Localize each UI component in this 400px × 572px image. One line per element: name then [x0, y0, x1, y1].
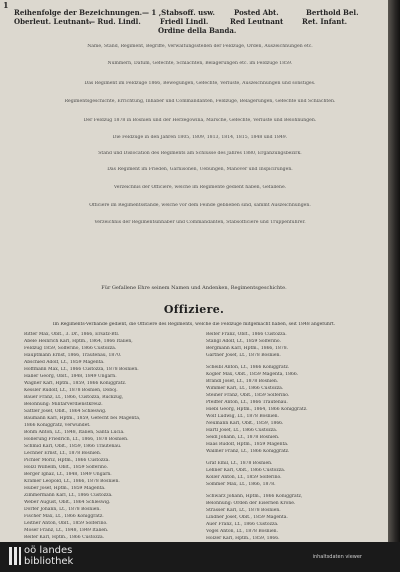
officer-entry: Gärtner Josef, Lt., 1878 Bosnien.: [206, 352, 281, 358]
logo-text-line2: bibliothek: [24, 556, 74, 567]
officer-entry: Baumann Karl, Hptm., 1859, Gefecht bei Magenta,: [24, 415, 141, 421]
officer-entry: Stangl Adolf, Lt., 1859 Solferino.: [206, 338, 281, 344]
officer-entry: Wallner Franz, Lt., 1866 Königgrätz.: [206, 448, 290, 454]
officer-entry: Lindner Josef, Oblt., 1859 Magenta.: [206, 514, 288, 520]
officer-entry: Belohnung: Militärverdienstkreuz.: [24, 401, 103, 407]
officer-entry: Wagner Karl, Hptm., 1859, 1866 Königgrätz.: [24, 380, 127, 386]
page-number: 1: [3, 0, 9, 10]
officer-entry: Hauptmann Ernst, 1866, Trautenau, 1870.: [24, 352, 122, 358]
intro-line: Die Feldzüge in den Jahren 1805, 1809, 1813, 1814, 1815, 1848 und 1849.: [112, 135, 288, 140]
intro-line: Das Regiment im Frieden, Garnisonen, Uebungen, Manöver und Inspicirungen.: [107, 167, 293, 172]
intro-line: Name, Stand, Regiment, Begriffe, Verwaltungsstellen der Feldzüge, Orden, Auszeichnungen etc.: [87, 44, 313, 49]
officer-entry: Kramer Leopold, Lt., 1866, 1878 Bosnien.: [24, 478, 120, 484]
officer-entry: Strasser Karl, Lt., 1878 Bosnien.: [206, 507, 281, 513]
page-header: [14, 8, 384, 17]
link-line[interactable]: Für Gefallene Ehre seinem Namen und Andenken, Regimentsgeschichte.: [101, 285, 287, 291]
officer-entry: Schmid Karl, Oblt., 1859, 1866 Trautenau.: [24, 443, 122, 449]
header-cell: Friedl Lindl.: [160, 17, 209, 26]
header-cell: Posted Abt.: [234, 8, 279, 17]
header-cell: Red Leutnant: [230, 17, 284, 26]
intro-line: Stand und Dislocation des Regiments am Schlusse des Jahres 1880, Ergänzungsbezirk.: [98, 151, 302, 156]
officer-entry: Steiner Franz, Oblt., 1859 Solferino.: [206, 392, 290, 398]
header-cell: — 1 ,Stabsoff. usw.: [142, 8, 215, 17]
officer-entry: Wolf Ludwig, Lt., 1878 Bosnien.: [206, 413, 279, 419]
officer-entry: Dorfer Johann, Lt., 1878 Bosnien.: [24, 506, 101, 512]
officer-entry: Kessler Rudolf, Lt., 1878 Bosnien, Doboj.: [24, 387, 118, 393]
officer-entry: Moser Franz, Lt., 1848, 1849 Italien.: [24, 527, 109, 533]
officer-entry: Weber August, Oblt., 1864 Schleswig.: [24, 499, 111, 505]
officer-entry: Sattler Josef, Oblt., 1864 Schleswig.: [24, 408, 107, 414]
officer-entry: Brandl Josef, Lt., 1878 Bosnien.: [206, 378, 279, 384]
header-cell: Reihenfolge der Bezeichnungen.: [14, 8, 143, 17]
officer-entry: Kogler Max, Oblt., 1859 Magenta, 1866.: [206, 371, 299, 377]
officer-entry: Graf Emil, Lt., 1878 Bosnien.: [206, 460, 273, 466]
officer-entry: Belohnung: Orden der Eisernen Krone.: [206, 500, 296, 506]
officer-entry: Auer Franz, Lt., 1866 Custozza.: [206, 521, 279, 527]
officer-entry: Feldzug 1859, Solferino, 1866 Custozza.: [24, 345, 117, 351]
officer-entry: Vogel Anton, Lt., 1878 Bosnien.: [206, 528, 279, 534]
header-cell: — Rud. Lindl.: [88, 17, 141, 26]
officer-entry: Koller Anton, Lt., 1859 Solferino.: [206, 474, 282, 480]
header-cell: Ret. Infant.: [302, 17, 348, 26]
section-subtitle: Im Regiments-Verbande gedient, die Officiere des Regiments, welche die Feldzüge mitgemacht haben, seit 1848 angeführt.: [52, 322, 336, 327]
officer-entry: Ritter Max, Oblt., 3. Dr., 1866, Ersatz-Btl.: [24, 332, 120, 337]
officer-entry: Reiter Karl, Hptm., 1866 Custozza.: [24, 534, 105, 540]
officer-entry: Holzer Karl, Hptm., 1859, 1866.: [206, 535, 280, 541]
officer-entry: Lehner Karl, Oblt., 1866 Custozza.: [206, 467, 286, 473]
officer-entry: Schwarz Johann, Hptm., 1866 Königgrätz,: [206, 493, 303, 499]
officer-entry: Scheibl Anton, Lt., 1866 Königgrätz.: [206, 364, 290, 370]
officer-entry: Bauer Franz, Lt., 1866, Custozza, Rückzug,: [24, 394, 124, 400]
intro-line: Nummern, Datum, Gefechte, Schlachten, Belagerungen etc. im Feldzuge 1859.: [107, 61, 293, 66]
officer-entry: Böhm Anton, Lt., 1848, Italien, Santa Lucia.: [24, 429, 125, 435]
intro-line: Regimentsgeschichte, Errichtung, Inhaber und Commandanten, Feldzüge, Belagerungen, Gefechte und Schlachten.: [64, 99, 336, 104]
header-cell: Oberleut. Leutnant.: [14, 17, 92, 26]
officer-entry: Pfeiffer Anton, Lt., 1866 Trautenau.: [206, 399, 288, 405]
officer-entry: Wimmer Karl, Lt., 1866 Custozza.: [206, 385, 284, 391]
officer-entry: Berger Ignaz, Lt., 1848, 1849 Ungarn.: [24, 471, 112, 477]
officer-entry: Pichler Moriz, Hptm., 1866 Custozza.: [24, 457, 110, 463]
intro-line: Verzeichnis der Officiere, welche im Regimente gedient haben, Gefallene.: [113, 185, 287, 190]
logo-text-line1: oö landes: [24, 545, 73, 556]
intro-line: Der Feldzug 1878 in Bosnien und der Herzegowina, Märsche, Gefechte, Verluste und Belohnungen.: [83, 118, 317, 123]
header-cell: Ordine della Banda.: [158, 26, 237, 35]
intro-line: Verzeichnis der Regimentsinhaber und Commandanten, Stabsofficiere und Truppenführer.: [94, 220, 306, 225]
officer-entry: Reiter Franz, Oblt., 1866 Custozza.: [206, 332, 287, 337]
officer-entry: Hiebl Georg, Hptm., 1864, 1866 Königgrätz.: [206, 406, 308, 412]
officer-entry: Haller Georg, Oblt., 1848, 1849 Ungarn.: [24, 373, 117, 379]
section-title: Offiziere.: [163, 303, 225, 316]
page-header: [14, 17, 384, 26]
officer-entry: Haas Rudolf, Hptm., 1859 Magenta.: [206, 441, 289, 447]
book-binding: [388, 0, 400, 542]
officer-list-right: [206, 332, 386, 542]
viewer-credit: inhaltsdaten viewer: [312, 554, 362, 560]
library-logo-icon: [8, 546, 22, 566]
officer-entry: Neumann Karl, Oblt., 1859, 1866.: [206, 420, 284, 426]
officer-entry: Lechner Ernst, Lt., 1878 Bosnien.: [24, 450, 102, 456]
officer-entry: Hoffmann Max, Lt., 1866 Custozza, 1878 Bosnien.: [24, 366, 139, 372]
officer-entry: Hollerung Friedrich, Lt., 1866, 1878 Bosnien.: [24, 436, 129, 442]
officer-list-left: [24, 332, 204, 542]
officer-entry: 1866 Königgrätz, verwundet.: [24, 422, 91, 428]
officer-entry: Abele Heinrich Karl, Hptm., 1864, 1866 Italien,: [24, 338, 133, 344]
officer-entry: Hartl Josef, Lt., 1866 Custozza.: [206, 427, 278, 433]
officer-entry: Leitner Anton, Oblt., 1859 Solferino.: [24, 520, 108, 526]
header-cell: Berthold Bel.: [306, 8, 359, 17]
officer-entry: Bergmann Karl, Hptm., 1866, 1878.: [206, 345, 289, 351]
officer-entry: Seidl Johann, Lt., 1878 Bosnien.: [206, 434, 280, 440]
intro-line: Das Regiment im Feldzuge 1866, Bewegungen, Gefechte, Verluste, Auszeichnungen und sonstiges.: [84, 81, 316, 86]
page-header: [14, 26, 384, 35]
intro-line: Officiere im Regimentsstande, welche vor dem Feinde geblieben sind, sammt Auszeichnungen.: [89, 203, 311, 208]
officer-entry: Abschied Adolf, Lt., 1859 Magenta.: [24, 359, 105, 365]
officer-entry: Sommer Max, Lt., 1866, 1878.: [206, 481, 276, 487]
officer-entry: Zimmermann Karl, Lt., 1866 Custozza.: [24, 492, 113, 498]
officer-entry: Huber Josef, Hptm., 1859 Magenta.: [24, 485, 106, 491]
officer-entry: Hölzl Wilhelm, Oblt., 1859 Solferino.: [24, 464, 108, 470]
officer-entry: Fischer Max, Lt., 1866 Königgrätz.: [24, 513, 104, 519]
